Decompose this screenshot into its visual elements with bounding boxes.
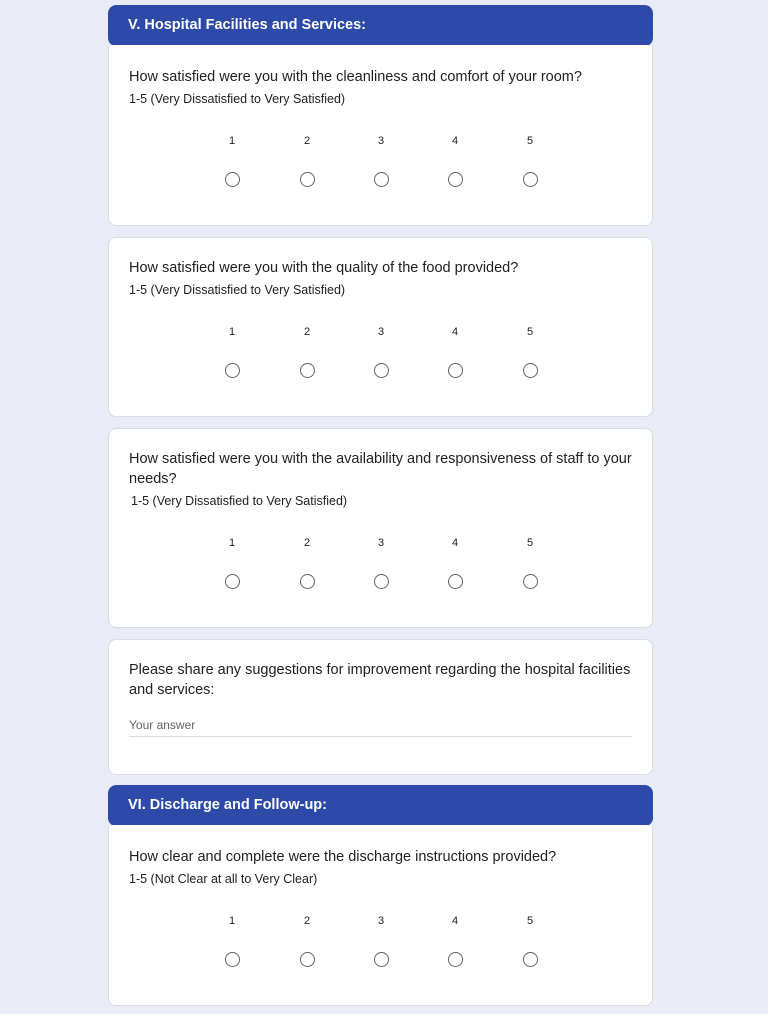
scale-option <box>292 325 322 378</box>
scale-label: 5 <box>526 915 534 927</box>
scale-option <box>366 325 396 378</box>
radio-button[interactable] <box>374 172 389 187</box>
scale-label: 1 <box>228 537 236 549</box>
scale-option <box>515 914 545 967</box>
scale-label: 3 <box>377 135 385 147</box>
scale-option <box>292 914 322 967</box>
scale-label: 4 <box>451 915 459 927</box>
question-description: 1-5 (Very Dissatisfied to Very Satisfied) <box>129 92 346 106</box>
scale-option <box>217 914 247 967</box>
scale-label: 2 <box>303 326 311 338</box>
radio-button[interactable] <box>523 952 538 967</box>
scale-label: 4 <box>451 537 459 549</box>
question-title: Please share any suggestions for improvement regarding the hospital facilities and services: <box>129 662 631 698</box>
linear-scale <box>109 914 652 994</box>
question-card-discharge-instructions <box>108 826 653 1006</box>
scale-option <box>440 914 470 967</box>
scale-option <box>366 134 396 187</box>
radio-button[interactable] <box>225 172 240 187</box>
section-title: VI. Discharge and Follow-up: <box>108 785 653 825</box>
scale-label: 3 <box>377 537 385 549</box>
scale-option <box>515 134 545 187</box>
scale-label: 3 <box>377 326 385 338</box>
scale-label: 4 <box>451 135 459 147</box>
question-card-room-cleanliness <box>108 46 653 226</box>
question-card-suggestions <box>108 639 653 775</box>
question-card-staff-responsiveness <box>108 428 653 628</box>
radio-button[interactable] <box>225 952 240 967</box>
radio-button[interactable] <box>523 363 538 378</box>
radio-button[interactable] <box>523 574 538 589</box>
scale-option <box>440 536 470 589</box>
radio-button[interactable] <box>374 363 389 378</box>
scale-label: 4 <box>451 326 459 338</box>
scale-label: 5 <box>526 135 534 147</box>
question-title: How satisfied were you with the quality of the food provided? <box>129 260 519 276</box>
radio-button[interactable] <box>225 363 240 378</box>
question-card-food-quality <box>108 237 653 417</box>
scale-option <box>515 325 545 378</box>
question-description: 1-5 (Very Dissatisfied to Very Satisfied) <box>129 283 346 297</box>
scale-option <box>292 536 322 589</box>
radio-button[interactable] <box>300 363 315 378</box>
radio-button[interactable] <box>225 574 240 589</box>
radio-button[interactable] <box>448 172 463 187</box>
scale-option <box>217 134 247 187</box>
question-title: How satisfied were you with the cleanliness and comfort of your room? <box>129 69 582 85</box>
scale-label: 1 <box>228 135 236 147</box>
scale-label: 2 <box>303 537 311 549</box>
radio-button[interactable] <box>300 574 315 589</box>
radio-button[interactable] <box>300 172 315 187</box>
section-title: V. Hospital Facilities and Services: <box>108 5 653 45</box>
scale-option <box>292 134 322 187</box>
scale-option <box>366 914 396 967</box>
question-title: How satisfied were you with the availability and responsiveness of staff to your needs? <box>129 451 632 487</box>
radio-button[interactable] <box>523 172 538 187</box>
linear-scale <box>109 134 652 214</box>
radio-button[interactable] <box>448 363 463 378</box>
scale-option <box>217 536 247 589</box>
scale-label: 1 <box>228 915 236 927</box>
linear-scale <box>109 325 652 405</box>
section-header-card-facilities <box>108 5 653 46</box>
question-description: 1-5 (Very Dissatisfied to Very Satisfied) <box>131 494 348 508</box>
radio-button[interactable] <box>300 952 315 967</box>
scale-label: 2 <box>303 915 311 927</box>
scale-label: 5 <box>526 537 534 549</box>
radio-button[interactable] <box>448 574 463 589</box>
radio-button[interactable] <box>374 574 389 589</box>
answer-input[interactable]: Your answer <box>129 718 632 737</box>
scale-option <box>440 134 470 187</box>
scale-label: 3 <box>377 915 385 927</box>
radio-button[interactable] <box>448 952 463 967</box>
scale-label: 5 <box>526 326 534 338</box>
scale-option <box>217 325 247 378</box>
scale-label: 1 <box>228 326 236 338</box>
radio-button[interactable] <box>374 952 389 967</box>
section-header-card-discharge <box>108 785 653 826</box>
question-description: 1-5 (Not Clear at all to Very Clear) <box>129 872 318 886</box>
scale-option <box>515 536 545 589</box>
question-title: How clear and complete were the discharge instructions provided? <box>129 849 557 865</box>
scale-option <box>366 536 396 589</box>
linear-scale <box>109 536 652 616</box>
scale-option <box>440 325 470 378</box>
scale-label: 2 <box>303 135 311 147</box>
